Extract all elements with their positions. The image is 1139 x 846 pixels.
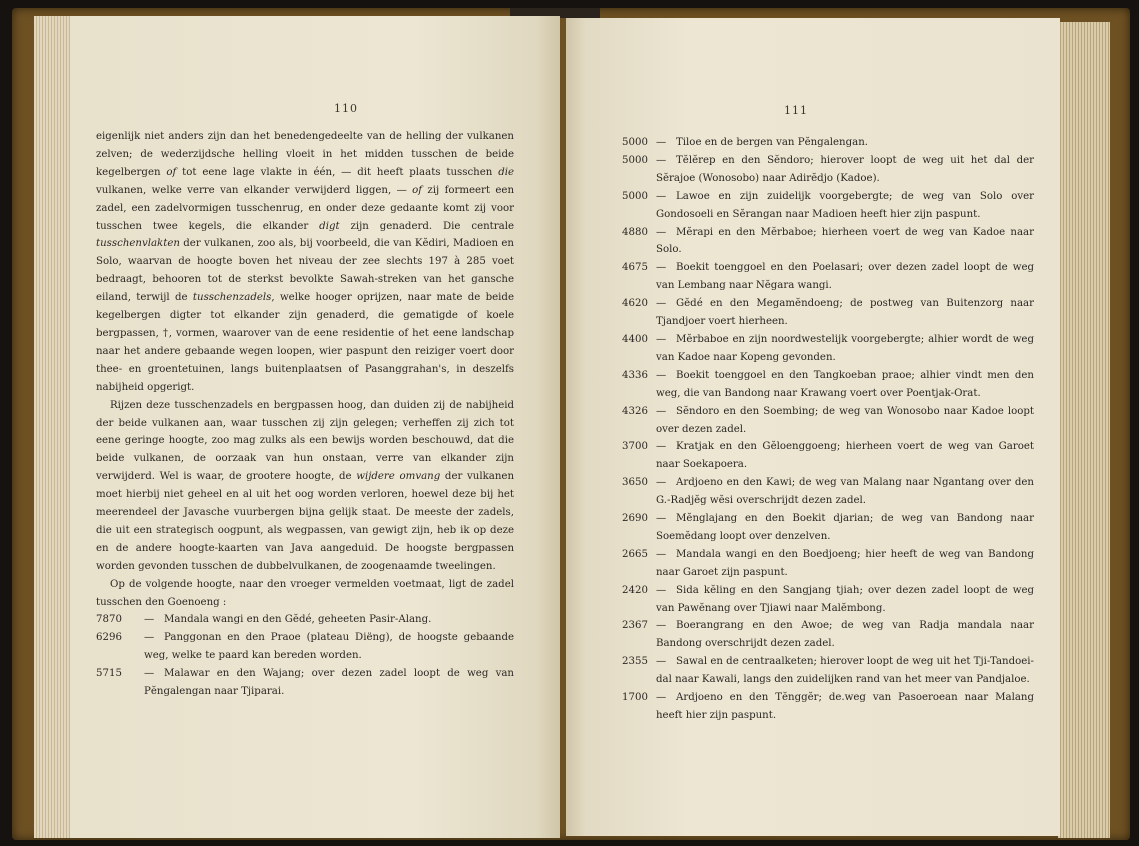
entry-description <box>656 653 1034 689</box>
height-entry <box>622 546 1034 582</box>
entry-description <box>656 617 1034 653</box>
emphasis-text: of <box>412 184 423 196</box>
text-run: tot eene lage vlakte in één, — dit heeft plaats tusschen <box>176 166 499 178</box>
entry-text: Mandala wangi en den Boedjoeng; hier heeft de weg van Bandong naar Garoet zijn paspunt. <box>656 548 1034 578</box>
em-dash: — <box>144 614 155 626</box>
paragraph-3: Op de volgende hoogte, naar den vroeger vermelden voetmaat, ligt de zadel tusschen den Goenoeng : <box>96 578 514 608</box>
page-number-left: 110 <box>334 102 358 115</box>
height-value: 5715 <box>96 668 122 680</box>
paragraph-1 <box>96 128 514 397</box>
entry-text: Kratjak en den Gĕloenggoeng; hierheen voert de weg van Garoet naar Soekapoera. <box>656 441 1034 471</box>
em-dash: — <box>656 548 667 560</box>
height-value: 3650 <box>622 477 648 489</box>
entry-text: Sĕndoro en den Soembing; de weg van Wonosobo naar Kadoe loopt over dezen zadel. <box>656 405 1034 435</box>
entry-text: Panggonan en den Praoe (plateau Diëng), de hoogste gebaande weg, welke te paard kan bereden worden. <box>144 632 514 662</box>
entry-text: Tĕlĕrep en den Sĕndoro; hierover loopt de weg uit het dal der Sĕrajoe (Wonosobo) naar Adirĕdjo (Kadoe). <box>656 154 1034 184</box>
height-entry <box>622 403 1034 439</box>
em-dash: — <box>656 405 667 417</box>
entry-text: Tiloe en de bergen van Pĕngalengan. <box>676 137 869 148</box>
entry-description <box>144 665 514 701</box>
height-value: 1700 <box>622 692 648 704</box>
entry-description <box>656 295 1034 331</box>
height-entry <box>96 665 514 701</box>
height-value: 4620 <box>622 298 648 310</box>
entry-text: Malawar en den Wajang; over dezen zadel loopt de weg van Pĕngalengan naar Tjiparai. <box>144 668 514 698</box>
entry-description <box>656 152 1034 188</box>
em-dash: — <box>656 137 667 148</box>
height-entry <box>622 134 1034 152</box>
height-entry <box>96 629 514 665</box>
emphasis-text: wijdere omvang <box>356 471 441 483</box>
height-entry <box>96 611 514 629</box>
em-dash: — <box>144 668 155 680</box>
em-dash: — <box>656 656 667 668</box>
entry-description <box>656 510 1034 546</box>
entry-description <box>656 403 1034 439</box>
height-entry <box>622 331 1034 367</box>
left-entries-list <box>96 611 514 701</box>
entry-description <box>656 331 1034 367</box>
em-dash: — <box>656 154 667 166</box>
height-value: 2665 <box>622 548 648 560</box>
entry-description <box>144 611 514 629</box>
right-entries-list <box>622 134 1034 725</box>
height-value: 4400 <box>622 333 648 345</box>
height-value: 4336 <box>622 369 648 381</box>
text-run: der vulkanen, zoo als, bij voorbeeld, die van Kĕdiri, Madioen en Solo, waarvan de hoogte boven het niveau der zee slechts 197 à 285 voet bedraagt, behooren tot de sterkst bevolkte Sawah-streken van het gansche eiland, terwijl de <box>96 238 514 304</box>
height-value: 4880 <box>622 226 648 238</box>
entry-description <box>656 546 1034 582</box>
height-value: 4326 <box>622 405 648 417</box>
text-run: , welke hooger oprijzen, naar mate de beide kegelbergen digter tot elkander zijn genaderd, die gematigde of koele bergpassen, †, vormen, waarover van de eene residentie of het eene landschap naar het andere gebaande wegen loopen, wier paspunt den reiziger voert door thee- en groentetuinen, langs buitenplaatsen of Pasanggrahan's, in deszelfs nabijheid opgerigt. <box>96 292 514 393</box>
text-run: zijn genaderd. Die centrale <box>339 220 514 232</box>
height-value: 3700 <box>622 441 648 453</box>
text-run: Rijzen deze tusschenzadels en bergpassen hoog, dan duiden zij de nabijheid der beide vulkanen aan, waar tusschen zij zijn gelegen; verheffen zij zich tot eene geringe hoogte, zoo mag zulks als een bewijs worden beschouwd, dat die beide vulkanen, de oorzaak van hun onstaan, verre van elkander zijn verwijderd. Wel is waar, de grootere hoogte, de <box>96 399 514 483</box>
text-run: der vulkanen moet hierbij niet geheel en al uit het oog worden verloren, hoewel deze bij het meerendeel der Javasche vuurbergen bijna gelijk staat. De meeste der zadels, die uit een strategisch oogpunt, als wegpassen, van gewigt zijn, heb ik op deze en de andere hoogte-kaarten van Java aangeduid. De hoogste bergpassen worden gevonden tusschen de dubbelvulkanen, de zoogenaamde tweelingen. <box>96 471 515 572</box>
text-run: zij formeert een zadel, een zadelvormigen tusschenrug, en onder deze gedaante komt zij voor tusschen twee kegels, die elkander <box>96 184 515 232</box>
text-run: eigenlijk niet anders zijn dan het benedengedeelte van de helling der vulkanen zelven; de wederzijdsche helling vloeit in het midden tusschen de beide kegelbergen <box>96 131 514 178</box>
entry-text: Lawoe en zijn zuidelijk voorgebergte; de weg van Solo over Gondosoeli en Sĕrangan naar Madioen heeft hier zijn paspunt. <box>656 190 1034 220</box>
emphasis-text: tusschenvlakten <box>96 238 180 250</box>
entry-description <box>656 188 1034 224</box>
height-entry <box>622 689 1034 725</box>
height-entry <box>622 438 1034 474</box>
entry-text: Boerangrang en den Awoe; de weg van Radja mandala naar Bandong overschrijdt dezen zadel. <box>656 620 1034 650</box>
em-dash: — <box>656 477 667 489</box>
height-value: 5000 <box>622 190 648 202</box>
emphasis-text: tusschenzadels <box>192 292 272 304</box>
right-page <box>566 18 1060 836</box>
height-entry <box>622 653 1034 689</box>
entry-text: Boekit toenggoel en den Tangkoeban praoe; alhier vindt men den weg, die van Bandong naar Krawang voert over Poentjak-Orat. <box>656 369 1034 399</box>
left-page-text <box>96 128 514 701</box>
emphasis-text: die <box>498 166 514 178</box>
text-run: vulkanen, welke verre van elkander verwijderd liggen, — <box>96 184 413 196</box>
em-dash: — <box>656 441 667 453</box>
entry-text: Mĕnglajang en den Boekit djarian; de weg van Bandong naar Soemĕdang loopt over denzelven. <box>656 513 1034 542</box>
height-value: 4675 <box>622 262 648 274</box>
left-page-edges <box>34 16 74 838</box>
emphasis-text: digt <box>319 220 340 232</box>
height-entry <box>622 152 1034 188</box>
paragraph-2 <box>96 397 514 576</box>
em-dash: — <box>656 584 667 596</box>
entry-text: Ardjoeno en den Tĕnggĕr; de.weg van Pasoeroean naar Malang heeft hier zijn paspunt. <box>656 692 1034 721</box>
height-entry <box>622 582 1034 618</box>
height-value: 2420 <box>622 584 648 596</box>
entry-description <box>656 582 1034 618</box>
emphasis-text: of <box>166 166 177 178</box>
em-dash: — <box>656 620 667 632</box>
entry-text: Sawal en de centraalketen; hierover loopt de weg uit het Tji-Tandoei-dal naar Kawali, langs den zuidelijken rand van het meer van Pandjaloe. <box>656 656 1034 686</box>
em-dash: — <box>656 333 667 345</box>
height-entry <box>622 188 1034 224</box>
height-value: 5000 <box>622 137 648 148</box>
height-value: 5000 <box>622 154 648 166</box>
right-page-edges <box>1058 22 1110 838</box>
em-dash: — <box>656 692 667 704</box>
entry-description <box>656 438 1034 474</box>
entry-text: Mandala wangi en den Gĕdé, geheeten Pasir-Alang. <box>164 614 432 626</box>
height-value: 2367 <box>622 620 648 632</box>
em-dash: — <box>656 369 667 381</box>
height-entry <box>622 367 1034 403</box>
entry-description <box>656 224 1034 260</box>
entry-text: Sida kĕling en den Sangjang tjiah; over dezen zadel loopt de weg van Pawĕnang over Tjiawi naar Malĕmbong. <box>656 584 1034 614</box>
em-dash: — <box>144 632 155 644</box>
left-page <box>70 16 560 838</box>
entry-text: Mĕrbaboe en zijn noordwestelijk voorgebergte; alhier wordt de weg van Kadoe naar Kopeng gevonden. <box>656 333 1034 363</box>
height-value: 6296 <box>96 632 122 644</box>
height-entry <box>622 295 1034 331</box>
height-entry <box>622 510 1034 546</box>
entry-text: Ardjoeno en den Kawi; de weg van Malang naar Ngantang over den G.-Radjĕg wĕsi overschrijdt dezen zadel. <box>656 477 1034 507</box>
entry-description <box>656 689 1034 725</box>
height-value: 2690 <box>622 513 648 525</box>
height-value: 2355 <box>622 656 648 668</box>
entry-description <box>144 629 514 665</box>
height-entry <box>622 474 1034 510</box>
page-number-right: 111 <box>784 104 808 117</box>
entry-description <box>656 367 1034 403</box>
height-entry <box>622 224 1034 260</box>
height-entry <box>622 259 1034 295</box>
entry-description <box>656 259 1034 295</box>
em-dash: — <box>656 262 667 274</box>
entry-description <box>656 134 1034 152</box>
height-value: 7870 <box>96 614 122 626</box>
right-page-text <box>622 134 1034 725</box>
entry-text: Mĕrapi en den Mĕrbaboe; hierheen voert de weg van Kadoe naar Solo. <box>656 226 1034 256</box>
em-dash: — <box>656 513 667 525</box>
em-dash: — <box>656 226 667 238</box>
em-dash: — <box>656 298 667 310</box>
entry-text: Boekit toenggoel en den Poelasari; over dezen zadel loopt de weg van Lembang naar Nĕgara wangi. <box>656 262 1034 292</box>
height-entry <box>622 617 1034 653</box>
entry-text: Gĕdé en den Megamĕndoeng; de postweg van Buitenzorg naar Tjandjoer voert hierheen. <box>656 298 1034 328</box>
entry-description <box>656 474 1034 510</box>
em-dash: — <box>656 190 667 202</box>
